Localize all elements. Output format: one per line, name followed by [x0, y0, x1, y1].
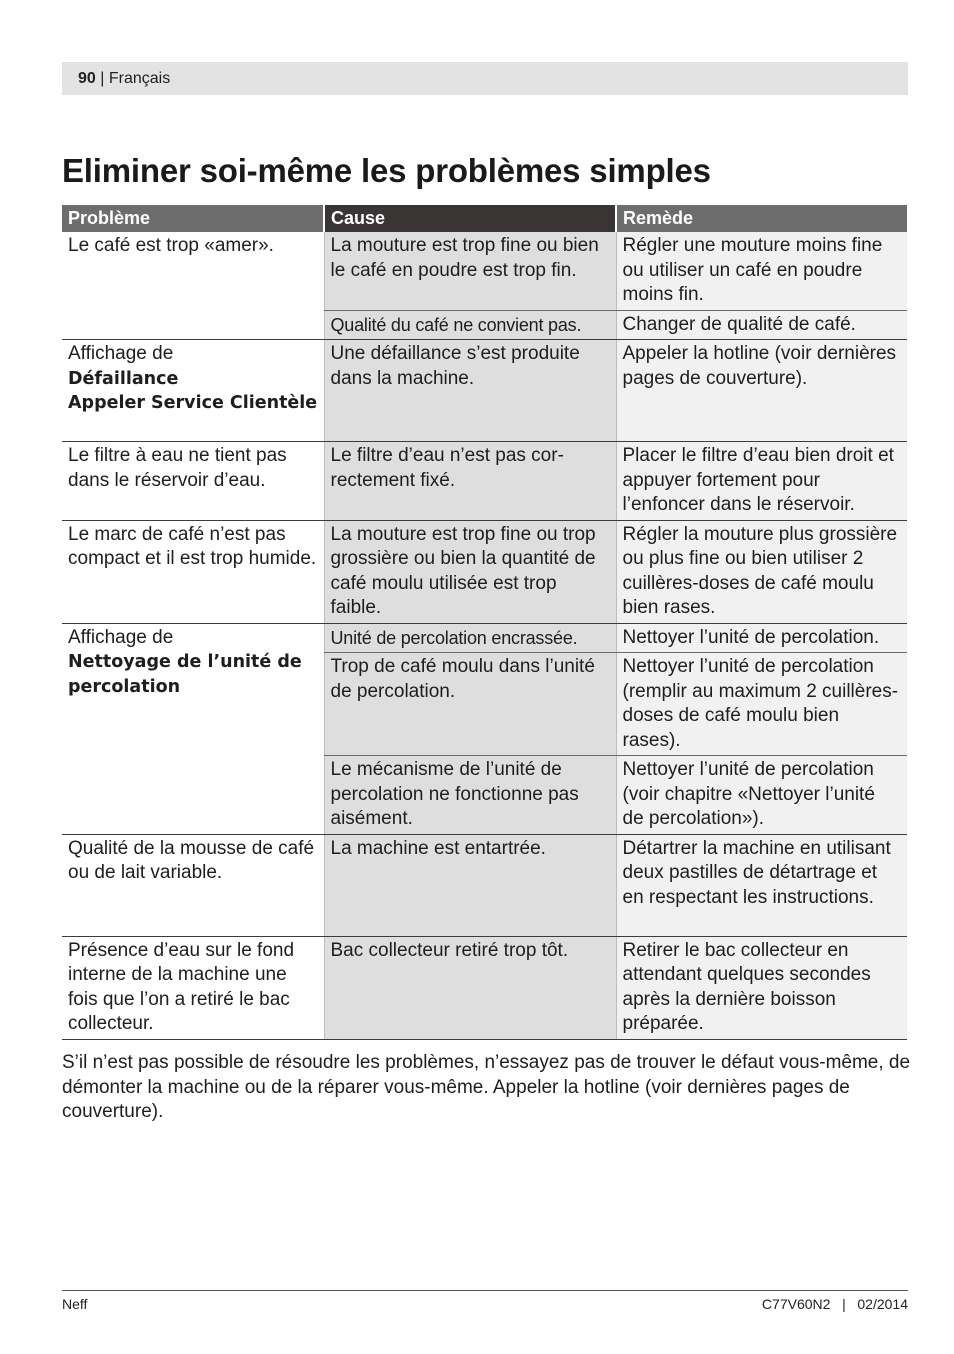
remedy-cell: Régler la mouture plus grossière ou plus fine ou bien utiliser 2 cuillères-doses de café moulu bien rases.	[616, 520, 907, 623]
cause-cell: La mouture est trop fine ou trop grossière ou bien la quantité de café moulu utilisée est trop faible.	[324, 520, 616, 623]
cause-cell: Bac collecteur retiré trop tôt.	[324, 936, 616, 1039]
problem-text: Affichage de	[68, 343, 174, 364]
problem-text: Affichage de	[68, 626, 174, 648]
remedy-cell: Nettoyer l’unité de percolation (voir chapitre «Nettoyer l’unité de percolation»).	[616, 756, 907, 835]
header-language: Français	[108, 70, 171, 87]
cause-cell: La machine est entartrée.	[324, 834, 616, 936]
table-row	[62, 520, 907, 623]
cause-cell: La mouture est trop fine ou bien le café en poudre est trop fin.	[324, 232, 616, 310]
table-header-row	[62, 205, 907, 232]
footer-brand: Neff	[62, 1296, 88, 1312]
problem-cell: Le marc de café n’est pas compact et il est trop humide.	[62, 520, 324, 623]
problem-cell: Présence d’eau sur le fond interne de la machine une fois que l’on a retiré le bac collecteur.	[62, 936, 324, 1039]
page-number: 90	[78, 70, 96, 87]
note-paragraph: S’il n’est pas possible de résoudre les problèmes, n’essayez pas de trouver le défaut vous-même, de démonter la machine ou de la réparer vous-même. Appeler la hotline (voir dernières pages de couverture).	[62, 1052, 911, 1122]
cause-cell: Le filtre d’eau n’est pas correctement fixé.	[324, 442, 616, 521]
column-header-problem: Problème	[62, 205, 324, 232]
table-row	[62, 340, 907, 442]
table-row	[62, 834, 907, 936]
remedy-cell: Nettoyer l’unité de percolation.	[616, 623, 907, 653]
cause-cell: Trop de café moulu dans l’unité de percolation.	[324, 653, 616, 756]
remedy-cell: Retirer le bac collecteur en attendant quelques secondes après la dernière boisson préparée.	[616, 936, 907, 1039]
cause-cell: Unité de percolation encrassée.	[324, 623, 616, 653]
problem-cell: Le café est trop «amer».	[62, 232, 324, 340]
cause-cell: Le mécanisme de l’unité de percolation ne fonctionne pas aisément.	[324, 756, 616, 835]
problem-cell	[62, 340, 324, 442]
remedy-cell: Placer le filtre d’eau bien droit et appuyer fortement pour l’enfoncer dans le réservoir.	[616, 442, 907, 521]
table-row	[62, 623, 907, 653]
problem-cell: Qualité de la mousse de café ou de lait variable.	[62, 834, 324, 936]
page-header	[62, 62, 908, 95]
column-header-cause: Cause	[324, 205, 616, 232]
display-message-keyword: Défaillance	[68, 368, 179, 389]
remedy-cell: Changer de qualité de café.	[616, 310, 907, 340]
cause-cell: Une défaillance s’est produite dans la machine.	[324, 340, 616, 442]
troubleshooting-table	[62, 205, 907, 1040]
footer-model-date: C77V60N2 | 02/2014	[761, 1296, 908, 1312]
table-row	[62, 936, 907, 1039]
remedy-cell: Nettoyer l’unité de percolation (remplir au maximum 2 cuillères-doses de café moulu bien rases).	[616, 653, 907, 756]
column-header-remedy: Remède	[616, 205, 907, 232]
page-title: Eliminer soi-même les problèmes simples	[62, 152, 711, 189]
remedy-cell: Appeler la hotline (voir dernières pages de couverture).	[616, 340, 907, 442]
problem-cell: Le filtre à eau ne tient pas dans le réservoir d’eau.	[62, 442, 324, 521]
remedy-cell: Détartrer la machine en utilisant deux pastilles de détartrage et en respectant les instructions.	[616, 834, 907, 936]
remedy-cell: Régler une mouture moins fine ou utiliser un café en poudre moins fin.	[616, 232, 907, 310]
header-separator: |	[95, 70, 109, 87]
footer-divider	[62, 1290, 908, 1291]
display-message-keyword: Appeler Service Clientèle	[68, 393, 318, 413]
problem-cell	[62, 623, 324, 834]
table-row	[62, 442, 907, 521]
table-row	[62, 232, 907, 310]
display-message-keyword: Nettoyage de l’unité de percolation	[68, 652, 302, 697]
cause-cell: Qualité du café ne convient pas.	[324, 310, 616, 340]
